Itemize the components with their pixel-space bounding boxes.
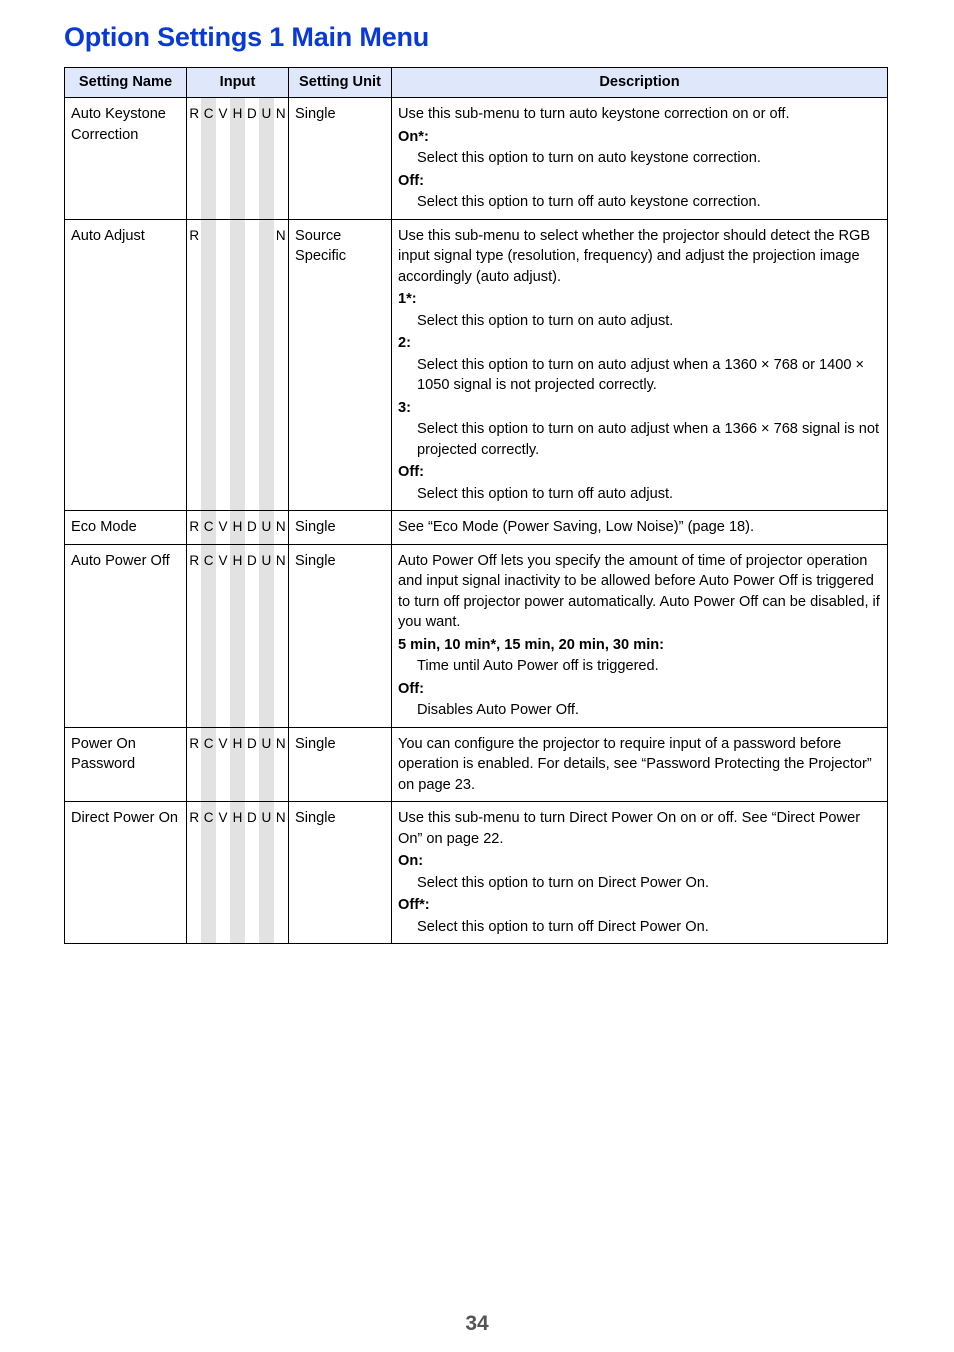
input-letter: V xyxy=(218,519,228,534)
input-letter: V xyxy=(218,106,228,121)
option-label: Off*: xyxy=(398,897,430,913)
input-letter: V xyxy=(218,735,228,751)
table-header-row xyxy=(65,68,888,98)
input-letter: N xyxy=(275,735,286,751)
input-letter: N xyxy=(275,810,286,825)
input-letter: D xyxy=(247,106,257,121)
input-letter: U xyxy=(259,802,273,943)
input-letter: D xyxy=(247,519,257,534)
description-intro: Auto Power Off lets you specify the amount of time of projector operation and input signal inactivity to be allowed before Auto Power Off is triggered to turn off projector power automatically. Auto Power Off can be disabled, if you want. xyxy=(398,552,880,630)
option-label: 2: xyxy=(398,335,411,351)
table-row xyxy=(65,544,888,727)
input-letter: C xyxy=(201,511,215,544)
input-lanes xyxy=(187,220,288,511)
table-row xyxy=(65,727,888,802)
input-letter: R xyxy=(189,106,200,121)
header-setting-unit: Setting Unit xyxy=(289,68,392,98)
settings-table xyxy=(64,67,888,944)
setting-name-cell: Direct Power On xyxy=(65,802,187,944)
option-text: Select this option to turn on auto keystone correction. xyxy=(417,150,761,166)
input-cell xyxy=(187,219,289,511)
option-text: Select this option to turn on auto adjust. xyxy=(417,312,674,329)
option-label: 5 min, 10 min*, 15 min, 20 min, 30 min: xyxy=(398,636,665,653)
option-label: Off: xyxy=(398,172,424,189)
input-letter: V xyxy=(218,552,228,568)
table-row xyxy=(65,802,888,944)
description-intro: You can configure the projector to require input of a password before operation is enabled. For details, see “Password Protecting the Projector” on page 23. xyxy=(398,735,872,793)
table-row xyxy=(65,98,888,220)
setting-unit-cell: Single xyxy=(289,802,392,944)
option-text: Select this option to turn off Direct Power On. xyxy=(417,918,709,935)
input-letter: D xyxy=(247,735,257,751)
input-letter: C xyxy=(201,802,215,943)
setting-unit-cell: Source Specific xyxy=(289,219,392,511)
input-letter: U xyxy=(259,728,273,802)
page-title: Option Settings 1 Main Menu xyxy=(64,22,430,52)
input-letter xyxy=(216,220,230,511)
input-letter: U xyxy=(259,98,273,219)
input-cell xyxy=(187,544,289,727)
description-cell xyxy=(392,511,888,545)
option-text: Select this option to turn off auto adjust. xyxy=(417,485,674,502)
description-intro: See “Eco Mode (Power Saving, Low Noise)” (page 18). xyxy=(398,519,755,535)
input-letter: C xyxy=(201,728,215,802)
input-letter: C xyxy=(201,98,215,219)
input-letter: H xyxy=(230,728,244,802)
table-row xyxy=(65,511,888,545)
option-label: Off: xyxy=(398,464,424,480)
description-cell xyxy=(392,802,888,944)
input-lanes xyxy=(187,728,288,802)
header-input: Input xyxy=(187,68,289,98)
input-letter: R xyxy=(189,735,200,751)
input-cell xyxy=(187,727,289,802)
input-letter: U xyxy=(259,511,273,544)
input-letter: D xyxy=(247,810,257,825)
setting-name-cell: Eco Mode xyxy=(65,511,187,545)
input-lanes xyxy=(187,98,288,219)
input-letter xyxy=(230,220,244,511)
description-cell xyxy=(392,98,888,220)
input-letter: N xyxy=(275,519,286,534)
input-letter xyxy=(245,220,259,511)
table-row xyxy=(65,219,888,511)
input-cell xyxy=(187,511,289,545)
option-text: Select this option to turn on Direct Power On. xyxy=(417,874,710,891)
input-lanes xyxy=(187,511,288,544)
setting-name-cell: Auto Power Off xyxy=(65,544,187,727)
option-text: Select this option to turn off auto keystone correction. xyxy=(417,194,761,210)
option-label: On: xyxy=(398,853,424,869)
input-letter: R xyxy=(189,227,200,243)
description-intro: Use this sub-menu to turn auto keystone correction on or off. xyxy=(398,106,790,122)
input-letter xyxy=(201,220,215,511)
input-letter: N xyxy=(275,227,286,243)
option-text: Time until Auto Power off is triggered. xyxy=(417,658,659,674)
setting-name-cell: Auto Keystone Correction xyxy=(65,98,187,220)
setting-unit-cell: Single xyxy=(289,98,392,220)
setting-name-cell: Power On Password xyxy=(65,727,187,802)
setting-name-cell: Auto Adjust xyxy=(65,219,187,511)
option-label: On*: xyxy=(398,128,429,145)
input-letter: R xyxy=(189,810,200,825)
input-letter: H xyxy=(230,98,244,219)
input-letter xyxy=(259,220,273,511)
input-cell xyxy=(187,98,289,220)
option-label: 1*: xyxy=(398,291,417,307)
input-cell xyxy=(187,802,289,944)
input-letter: N xyxy=(275,106,286,121)
setting-unit-cell: Single xyxy=(289,727,392,802)
input-lanes xyxy=(187,802,288,943)
input-lanes xyxy=(187,545,288,727)
input-letter: U xyxy=(259,545,273,727)
option-text: Select this option to turn on auto adjust when a 1360 × 768 or 1400 × 1050 signal is not projected correctly. xyxy=(417,356,865,393)
option-label: 3: xyxy=(398,399,411,416)
input-letter: N xyxy=(275,552,286,568)
header-description: Description xyxy=(392,68,888,98)
option-text: Select this option to turn on auto adjust when a 1366 × 768 signal is not projected correctly. xyxy=(417,421,880,458)
description-cell xyxy=(392,544,888,727)
input-letter: R xyxy=(189,552,200,568)
input-letter: R xyxy=(189,519,200,534)
setting-unit-cell: Single xyxy=(289,511,392,545)
description-intro: Use this sub-menu to select whether the projector should detect the RGB input signal type (resolution, frequency) and adjust the projection image accordingly (auto adjust). xyxy=(398,227,871,285)
description-cell xyxy=(392,219,888,511)
input-letter: V xyxy=(218,810,228,825)
option-label: Off: xyxy=(398,680,424,697)
setting-unit-cell: Single xyxy=(289,544,392,727)
input-letter: D xyxy=(247,552,257,568)
input-letter: H xyxy=(230,545,244,727)
input-letter: C xyxy=(201,545,215,727)
input-letter: H xyxy=(230,511,244,544)
page-number: 34 xyxy=(465,1312,489,1335)
description-cell xyxy=(392,727,888,802)
input-letter: H xyxy=(230,802,244,943)
description-intro: Use this sub-menu to turn Direct Power On on or off. See “Direct Power On” on page 22. xyxy=(398,810,861,847)
option-text: Disables Auto Power Off. xyxy=(417,702,579,718)
header-setting-name: Setting Name xyxy=(65,68,187,98)
